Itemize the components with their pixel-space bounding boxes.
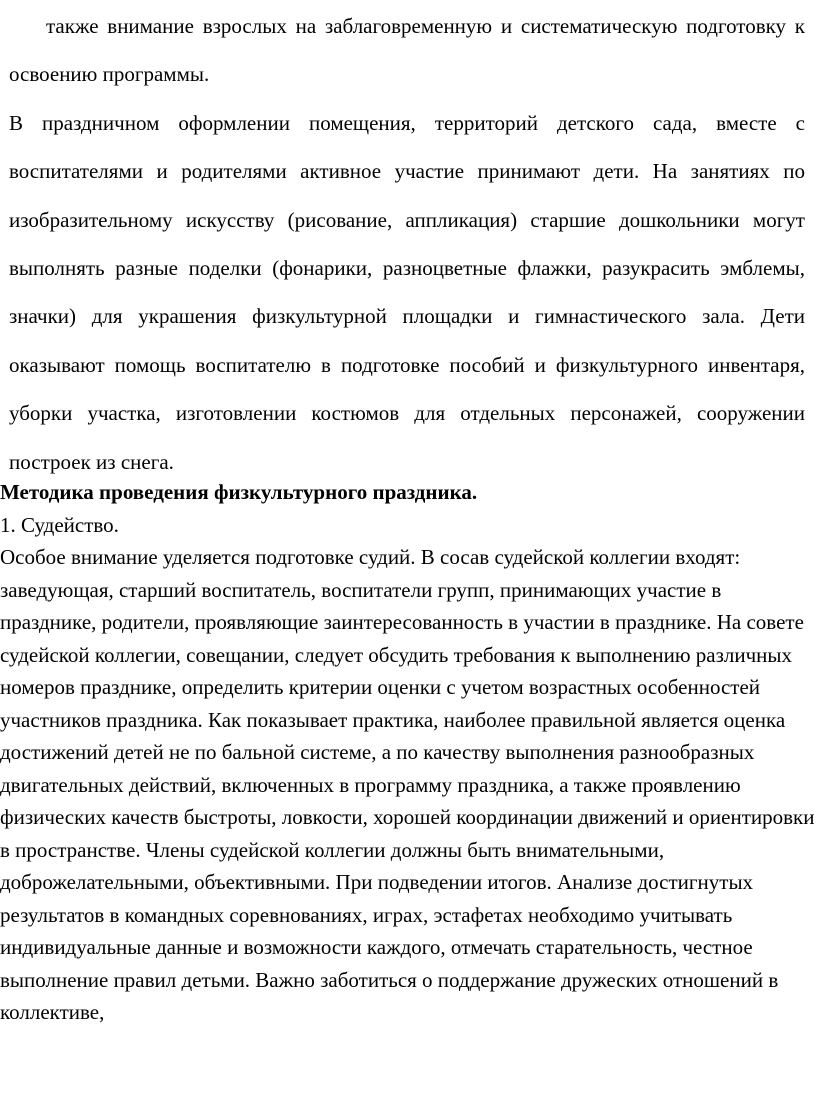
intro-text-block <box>9 2 805 486</box>
section-heading: Методика проведения физкультурного праздника. <box>0 480 478 504</box>
intro-paragraph-decoration: В праздничном оформлении помещения, территорий детского сада, вместе с воспитателями и родителями активное участие принимают дети. На занятиях по изобразительному искусству (рисование, аппликация) старшие дошкольники могут выполнять разные поделки (фонарики, разноцветные флажки, разукрасить эмблемы, значки) для украшения физкультурной площадки и гимнастического зала. Дети оказывают помощь воспитателю в подготовке пособий и физкультурного инвентаря, уборки участка, изготовлении костюмов для отдельных персонажей, сооружении построек из снега. <box>9 110 805 474</box>
subsection-title: 1. Судейство. <box>0 512 119 537</box>
methodology-section <box>0 476 816 1029</box>
section-body-paragraph: Особое внимание уделяется подготовке судий. В сосав судейской коллегии входят: заведующая, старший воспитатель, воспитатели групп, принимающих участие в празднике, родители, проявляющие заинтересованность в участии в празднике. На совете судейской коллегии, совещании, следует обсудить требования к выполнению различных номеров празднике, определить критерии оценки с учетом возрастных особенностей участников праздника. Как показывает практика, наиболее правильной является оценка достижений детей не по бальной системе, а по качеству выполнения разнообразных двигательных действий, включенных в программу праздника, а также проявлению физических качеств быстроты, ловкости, хорошей координации движений и ориентировки в пространстве. Члены судейской коллегии должны быть внимательными, доброжелательными, объективными. При подведении итогов. Анализе достигнутых результатов в командных соревнованиях, играх, эстафетах необходимо учитывать индивидуальные данные и возможности каждого, отмечать старательность, честное выполнение правил детьми. Важно заботиться о поддержание дружеских отношений в коллективе, <box>0 545 815 1024</box>
intro-paragraph-continuation: также внимание взрослых на заблаговременную и систематическую подготовку к освоению программы. <box>9 14 805 87</box>
